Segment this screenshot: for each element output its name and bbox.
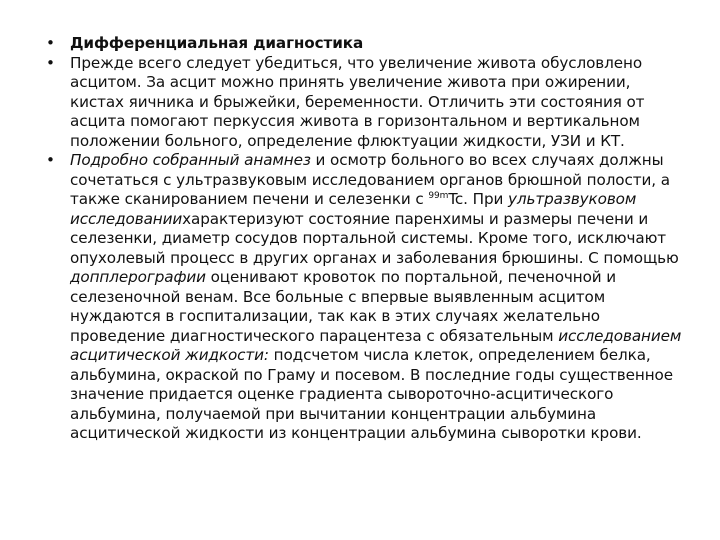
bullet-item-paragraph <box>46 54 686 152</box>
paragraph-text: Прежде всего следует убедиться, что увеличение живота обусловлено асцитом. За асцит можно принять увеличение живота при ожирении, кистах яичника и брыжейки, беременности. Отличить эти состояния от асцита помогают перкуссия живота в горизонтальном и вертикальном положении больного, определение флюктуации жидкости, УЗИ и КТ. <box>70 53 645 150</box>
bullet-item-heading <box>46 34 686 54</box>
italic-term: допплерографии <box>70 268 206 286</box>
isotope-superscript: 99m <box>428 191 449 201</box>
bullet-item-paragraph <box>46 151 686 444</box>
bullet-mark: • <box>46 53 55 72</box>
section-heading: Дифференциальная диагностика <box>70 34 364 52</box>
paragraph-text: Tc. При <box>448 190 508 208</box>
bullet-mark: • <box>46 151 55 169</box>
italic-term: Подробно собранный анамнез <box>70 151 311 169</box>
paragraph-text: и осмотр больного во всех случаях должны сочетаться с ультразвуковым исследованием органов брюшной полости, а также сканированием печени и селезенки с <box>70 151 670 208</box>
italic-term: исследованием асцитической жидкости: <box>70 326 682 364</box>
bullet-list <box>46 34 686 444</box>
paragraph-text: оценивают кровоток по портальной, печеночной и селезеночной венам. Все больные с впервые выявленным асцитом нуждаются в госпитализации, так как в этих случаях желательно проведение диагностического парацентеза с обязательным <box>70 268 617 345</box>
bullet-mark: • <box>46 34 55 52</box>
paragraph-text: характеризуют состояние паренхимы и размеры печени и селезенки, диаметр сосудов портальной системы. Кроме того, исключают опухолевый процесс в других органах и заболевания брюшины. С помощью <box>70 209 679 267</box>
italic-term: ультразвуковом исследовании <box>70 190 637 228</box>
paragraph-text: подсчетом числа клеток, определением белка, альбумина, окраской по Граму и посевом. В последние годы существенное значение придается оценке градиента сывороточно-асцитического альбумина, получаемой при вычитании концентрации альбумина асцитической жидкости из концентрации альбумина сыворотки крови. <box>70 346 673 442</box>
